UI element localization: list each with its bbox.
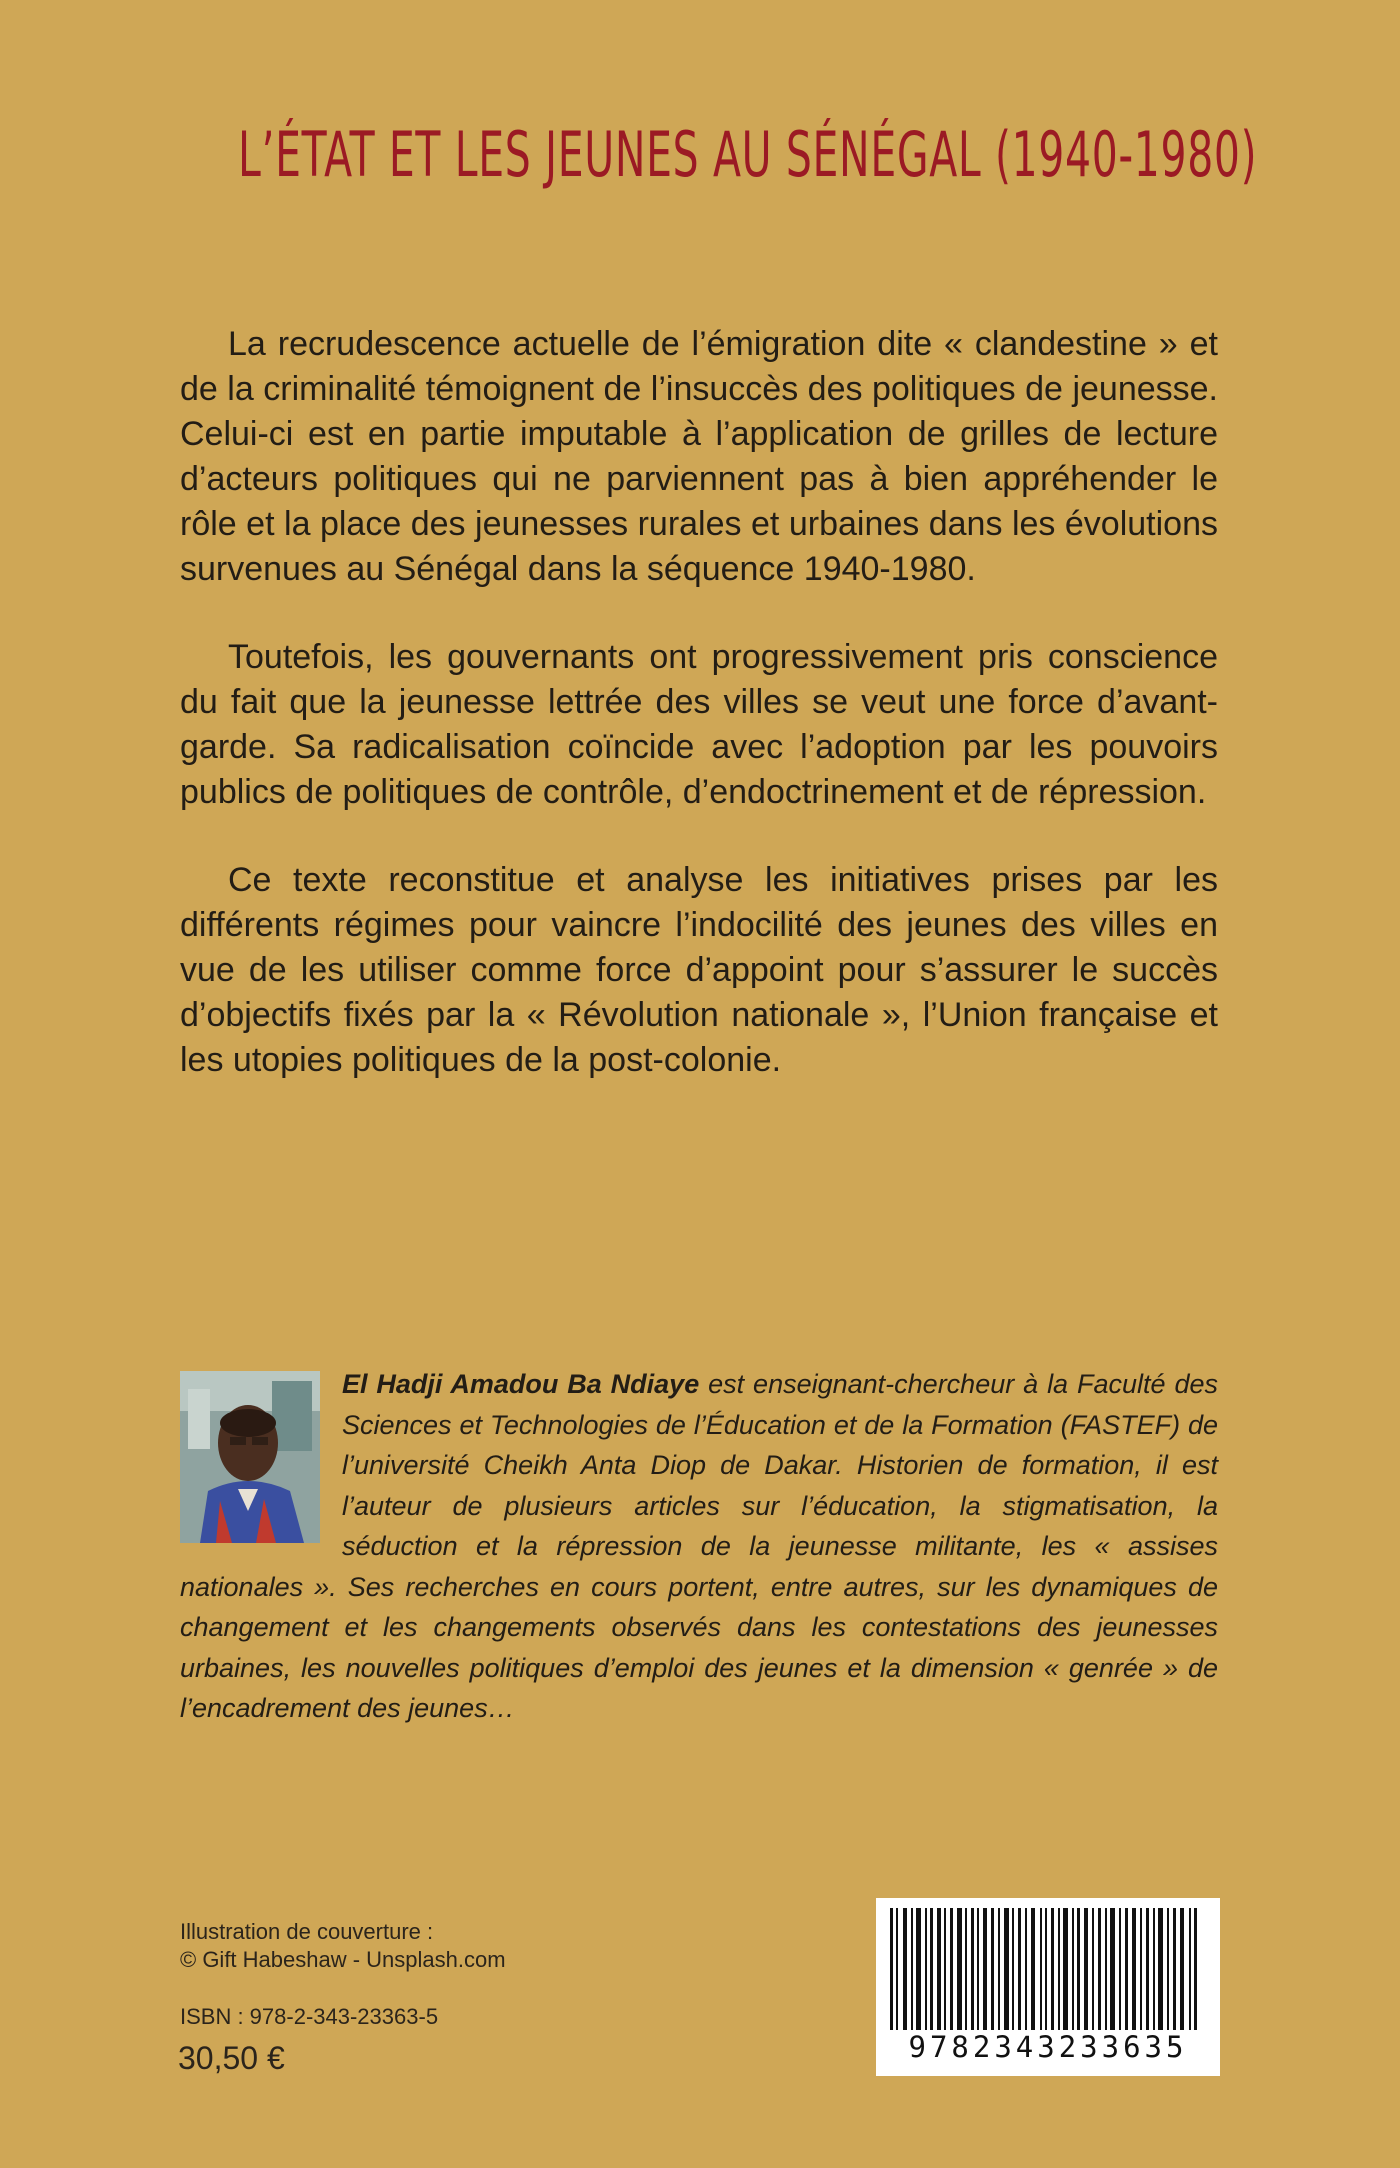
summary-paragraph-3: Ce texte reconstitue et analyse les initiatives prises par les différents régimes pour vaincre l’indocilité des jeunes des villes en vue de les utiliser comme force d’appoint pour s’assurer le succès d’objectifs fixés par la « Révolution nationale », l’Union française et les utopies politiques de la post-colonie. <box>180 861 1218 1079</box>
summary-text <box>180 322 1218 1126</box>
summary-paragraph-2: Toutefois, les gouvernants ont progressivement pris conscience du fait que la jeunesse lettrée des villes se veut une force d’avant-garde. Sa radicalisation coïncide avec l’adoption par les pouvoirs publics de politiques de contrôle, d’endoctrinement et de répression. <box>180 638 1218 811</box>
barcode-number: 9782343233635 <box>888 2030 1208 2064</box>
author-bio <box>180 1364 1218 1729</box>
author-portrait-image <box>180 1371 320 1543</box>
credit-source: © Gift Habeshaw - Unsplash.com <box>180 1947 506 1972</box>
credit-label: Illustration de couverture : <box>180 1919 434 1944</box>
isbn: ISBN : 978-2-343-23363-5 <box>180 2004 439 2029</box>
book-title: L’ÉTAT ET LES JEUNES AU SÉNÉGAL (1940-1980) <box>237 118 1258 191</box>
cover-illustration-credit <box>180 1918 506 1974</box>
barcode <box>876 1898 1220 2076</box>
author-name: El Hadji Amadou Ba Ndiaye <box>342 1369 700 1399</box>
author-photo <box>180 1371 320 1543</box>
price: 30,50 € <box>178 2040 285 2076</box>
author-bio-text: est enseignant-chercheur à la Faculté des Sciences et Technologies de l’Éducation et de la Formation (FASTEF) de l’université Cheikh Anta Diop de Dakar. Historien de formation, il est l’auteur de plusieurs articles sur l’éducation, la stigmatisation, la séduction et la répression de la jeunesse militante, les « assises nationales ». Ses recherches en cours portent, entre autres, sur les dynamiques de changement et les changements observés dans les contestations des jeunesses urbaines, les nouvelles politiques d’emploi des jeunes et la dimension « genrée » de l’encadrement des jeunes… <box>180 1369 1218 1723</box>
summary-paragraph-1: La recrudescence actuelle de l’émigration dite « clandestine » et de la criminalité témoignent de l’insuccès des politiques de jeunesse. Celui-ci est en partie imputable à l’application de grilles de lecture d’acteurs politiques qui ne parviennent pas à bien appréhender le rôle et la place des jeunesses rurales et urbaines dans les évolutions survenues au Sénégal dans la séquence 1940-1980. <box>180 325 1218 588</box>
